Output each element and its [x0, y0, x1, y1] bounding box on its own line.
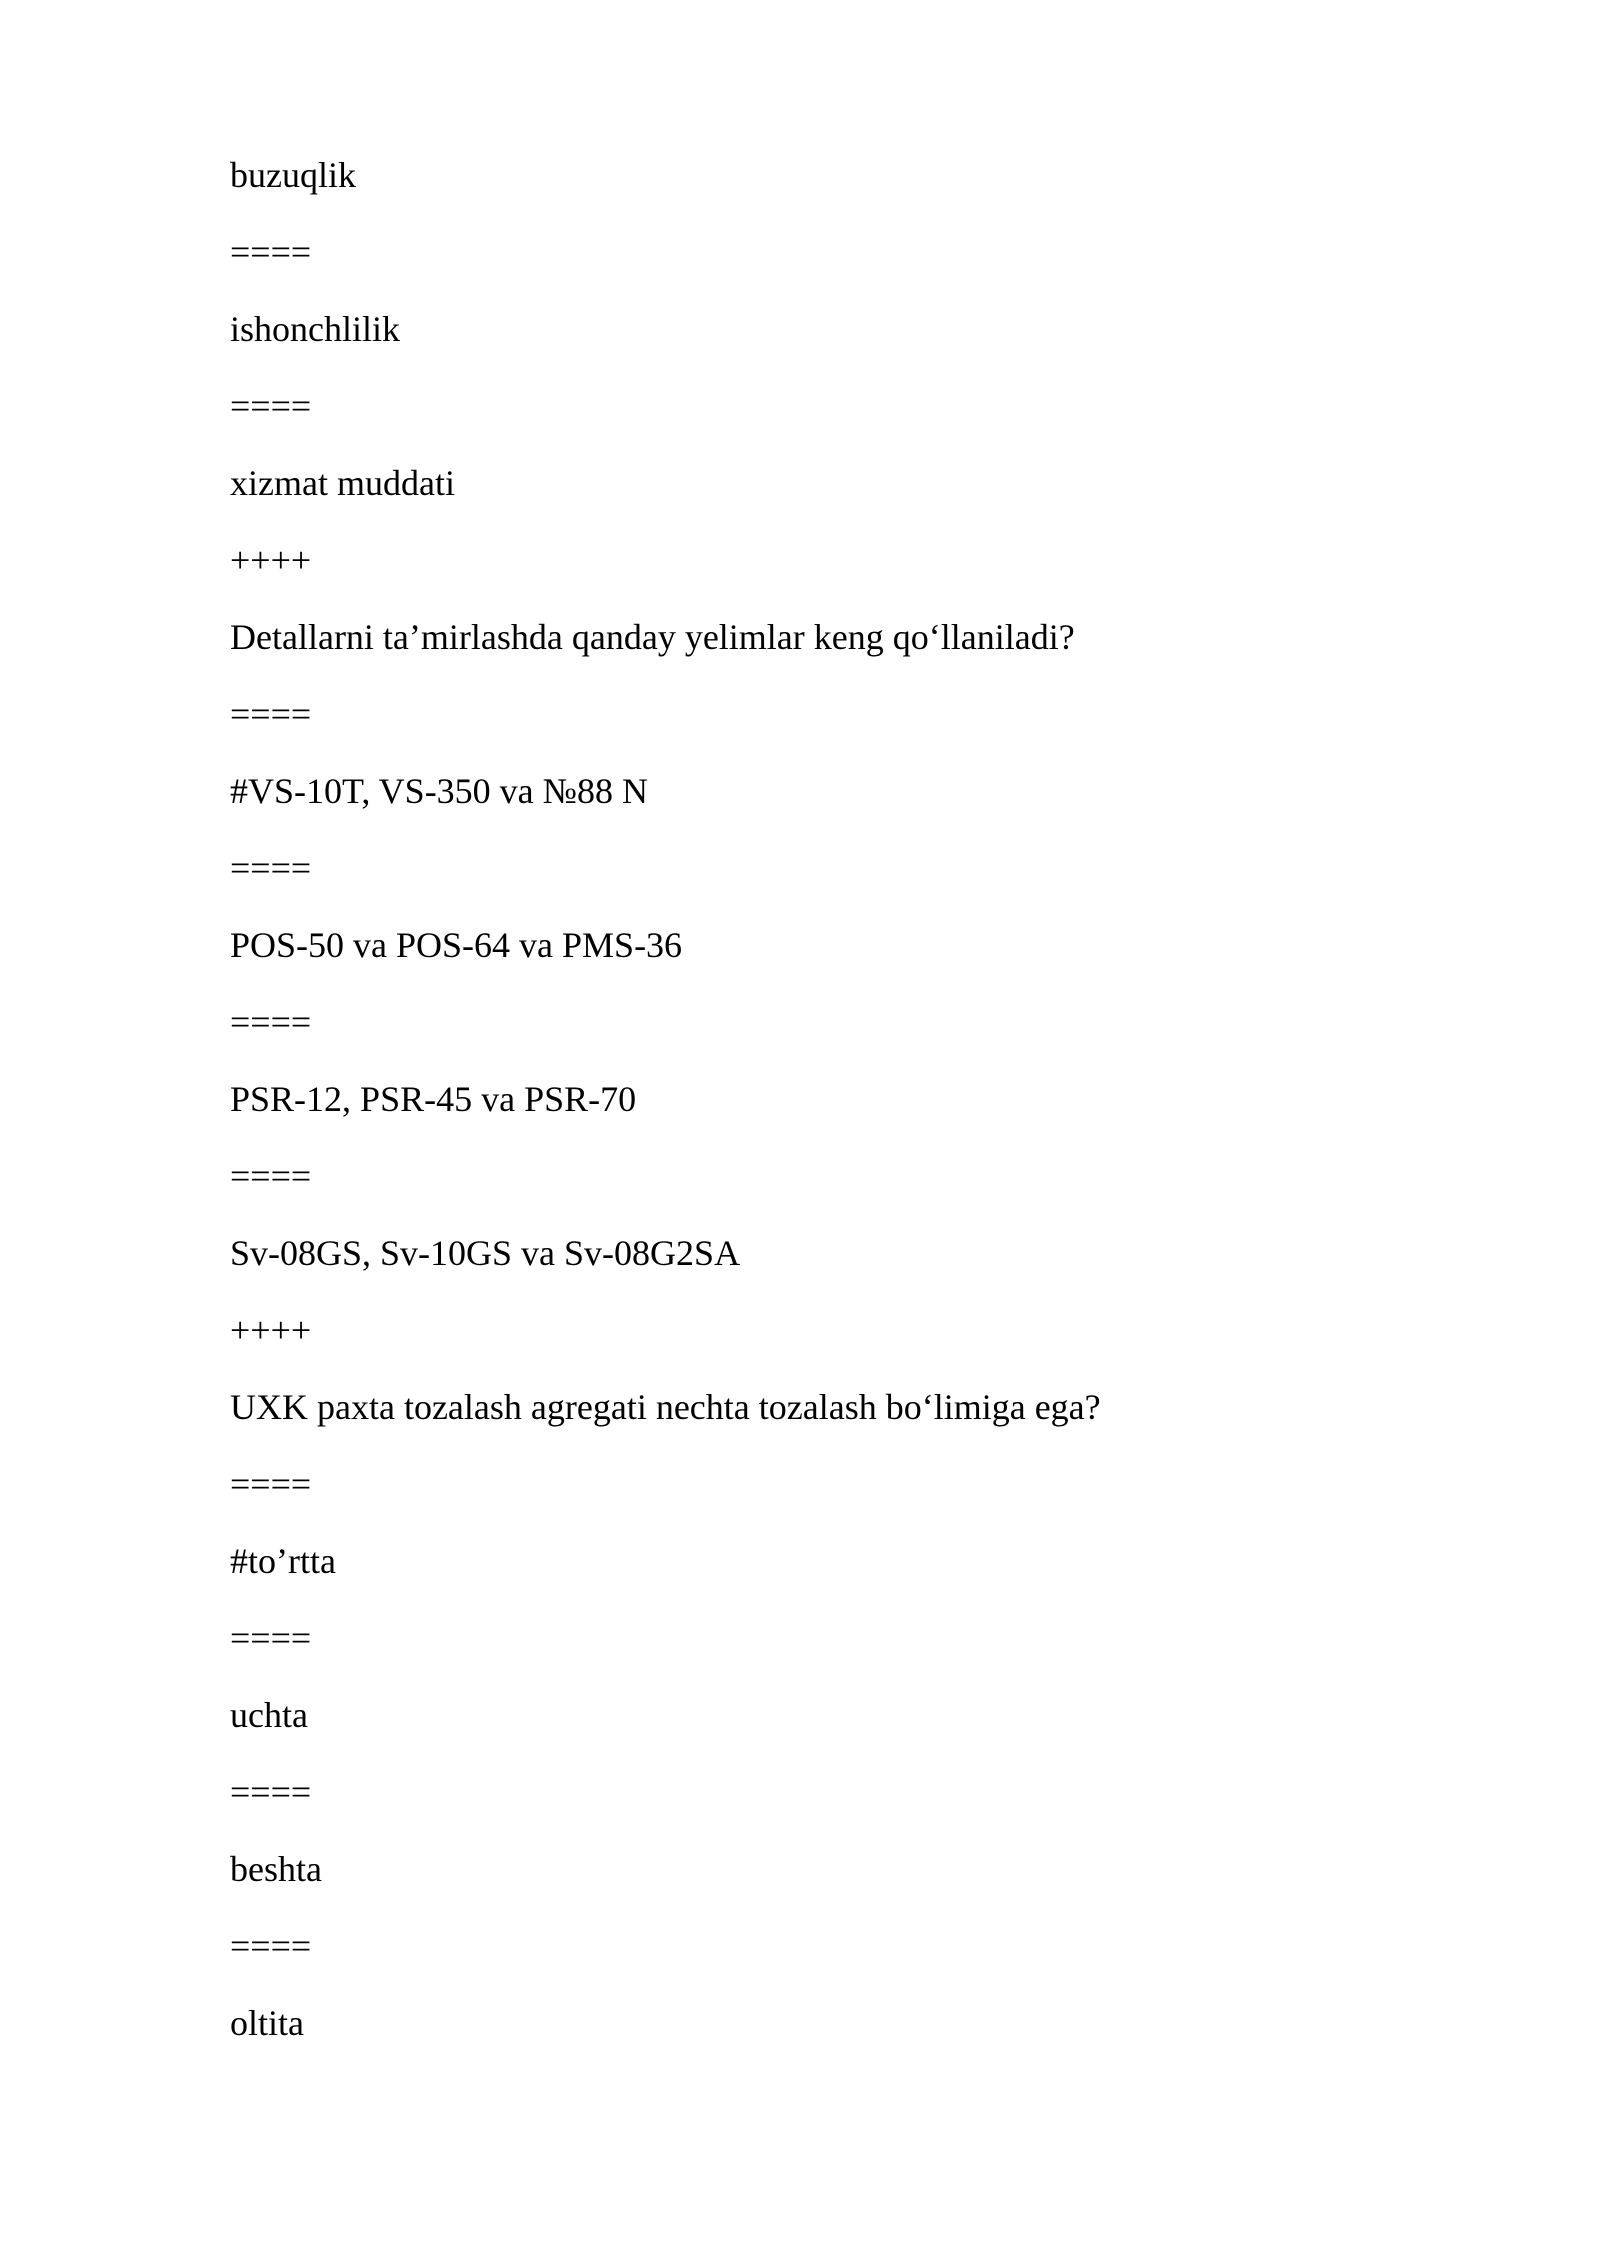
- option-separator: ====: [230, 1156, 312, 1196]
- question-text: Detallarni ta’mirlashda qanday yelimlar keng qo‘llaniladi?: [230, 617, 1075, 657]
- question-separator: ++++: [230, 1310, 312, 1350]
- option-separator: ====: [230, 1772, 312, 1812]
- option-separator: ====: [230, 386, 312, 426]
- answer-option-text: Sv-08GS, Sv-10GS va Sv-08G2SA: [230, 1233, 741, 1273]
- option-separator: ====: [230, 694, 312, 734]
- question-text: UXK paxta tozalash agregati nechta tozalash bo‘limiga ega?: [230, 1387, 1101, 1427]
- option-separator: ====: [230, 1002, 312, 1042]
- answer-option-text: beshta: [230, 1849, 322, 1889]
- answer-option-text: xizmat muddati: [230, 463, 455, 503]
- option-separator: ====: [230, 848, 312, 888]
- answer-option-text: POS-50 va POS-64 va PMS-36: [230, 925, 683, 965]
- option-separator: ====: [230, 1618, 312, 1658]
- option-separator: ====: [230, 232, 312, 272]
- answer-option-text: uchta: [230, 1695, 308, 1735]
- answer-option-text: ishonchlilik: [230, 309, 400, 349]
- option-separator: ====: [230, 1926, 312, 1966]
- correct-answer-text: #to’rtta: [230, 1541, 336, 1581]
- answer-option-text: PSR-12, PSR-45 va PSR-70: [230, 1079, 637, 1119]
- answer-option-text: oltita: [230, 2003, 304, 2043]
- question-separator: ++++: [230, 540, 312, 580]
- answer-option-text: buzuqlik: [230, 155, 356, 195]
- option-separator: ====: [230, 1464, 312, 1504]
- correct-answer-text: #VS-10T, VS-350 va №88 N: [230, 771, 649, 811]
